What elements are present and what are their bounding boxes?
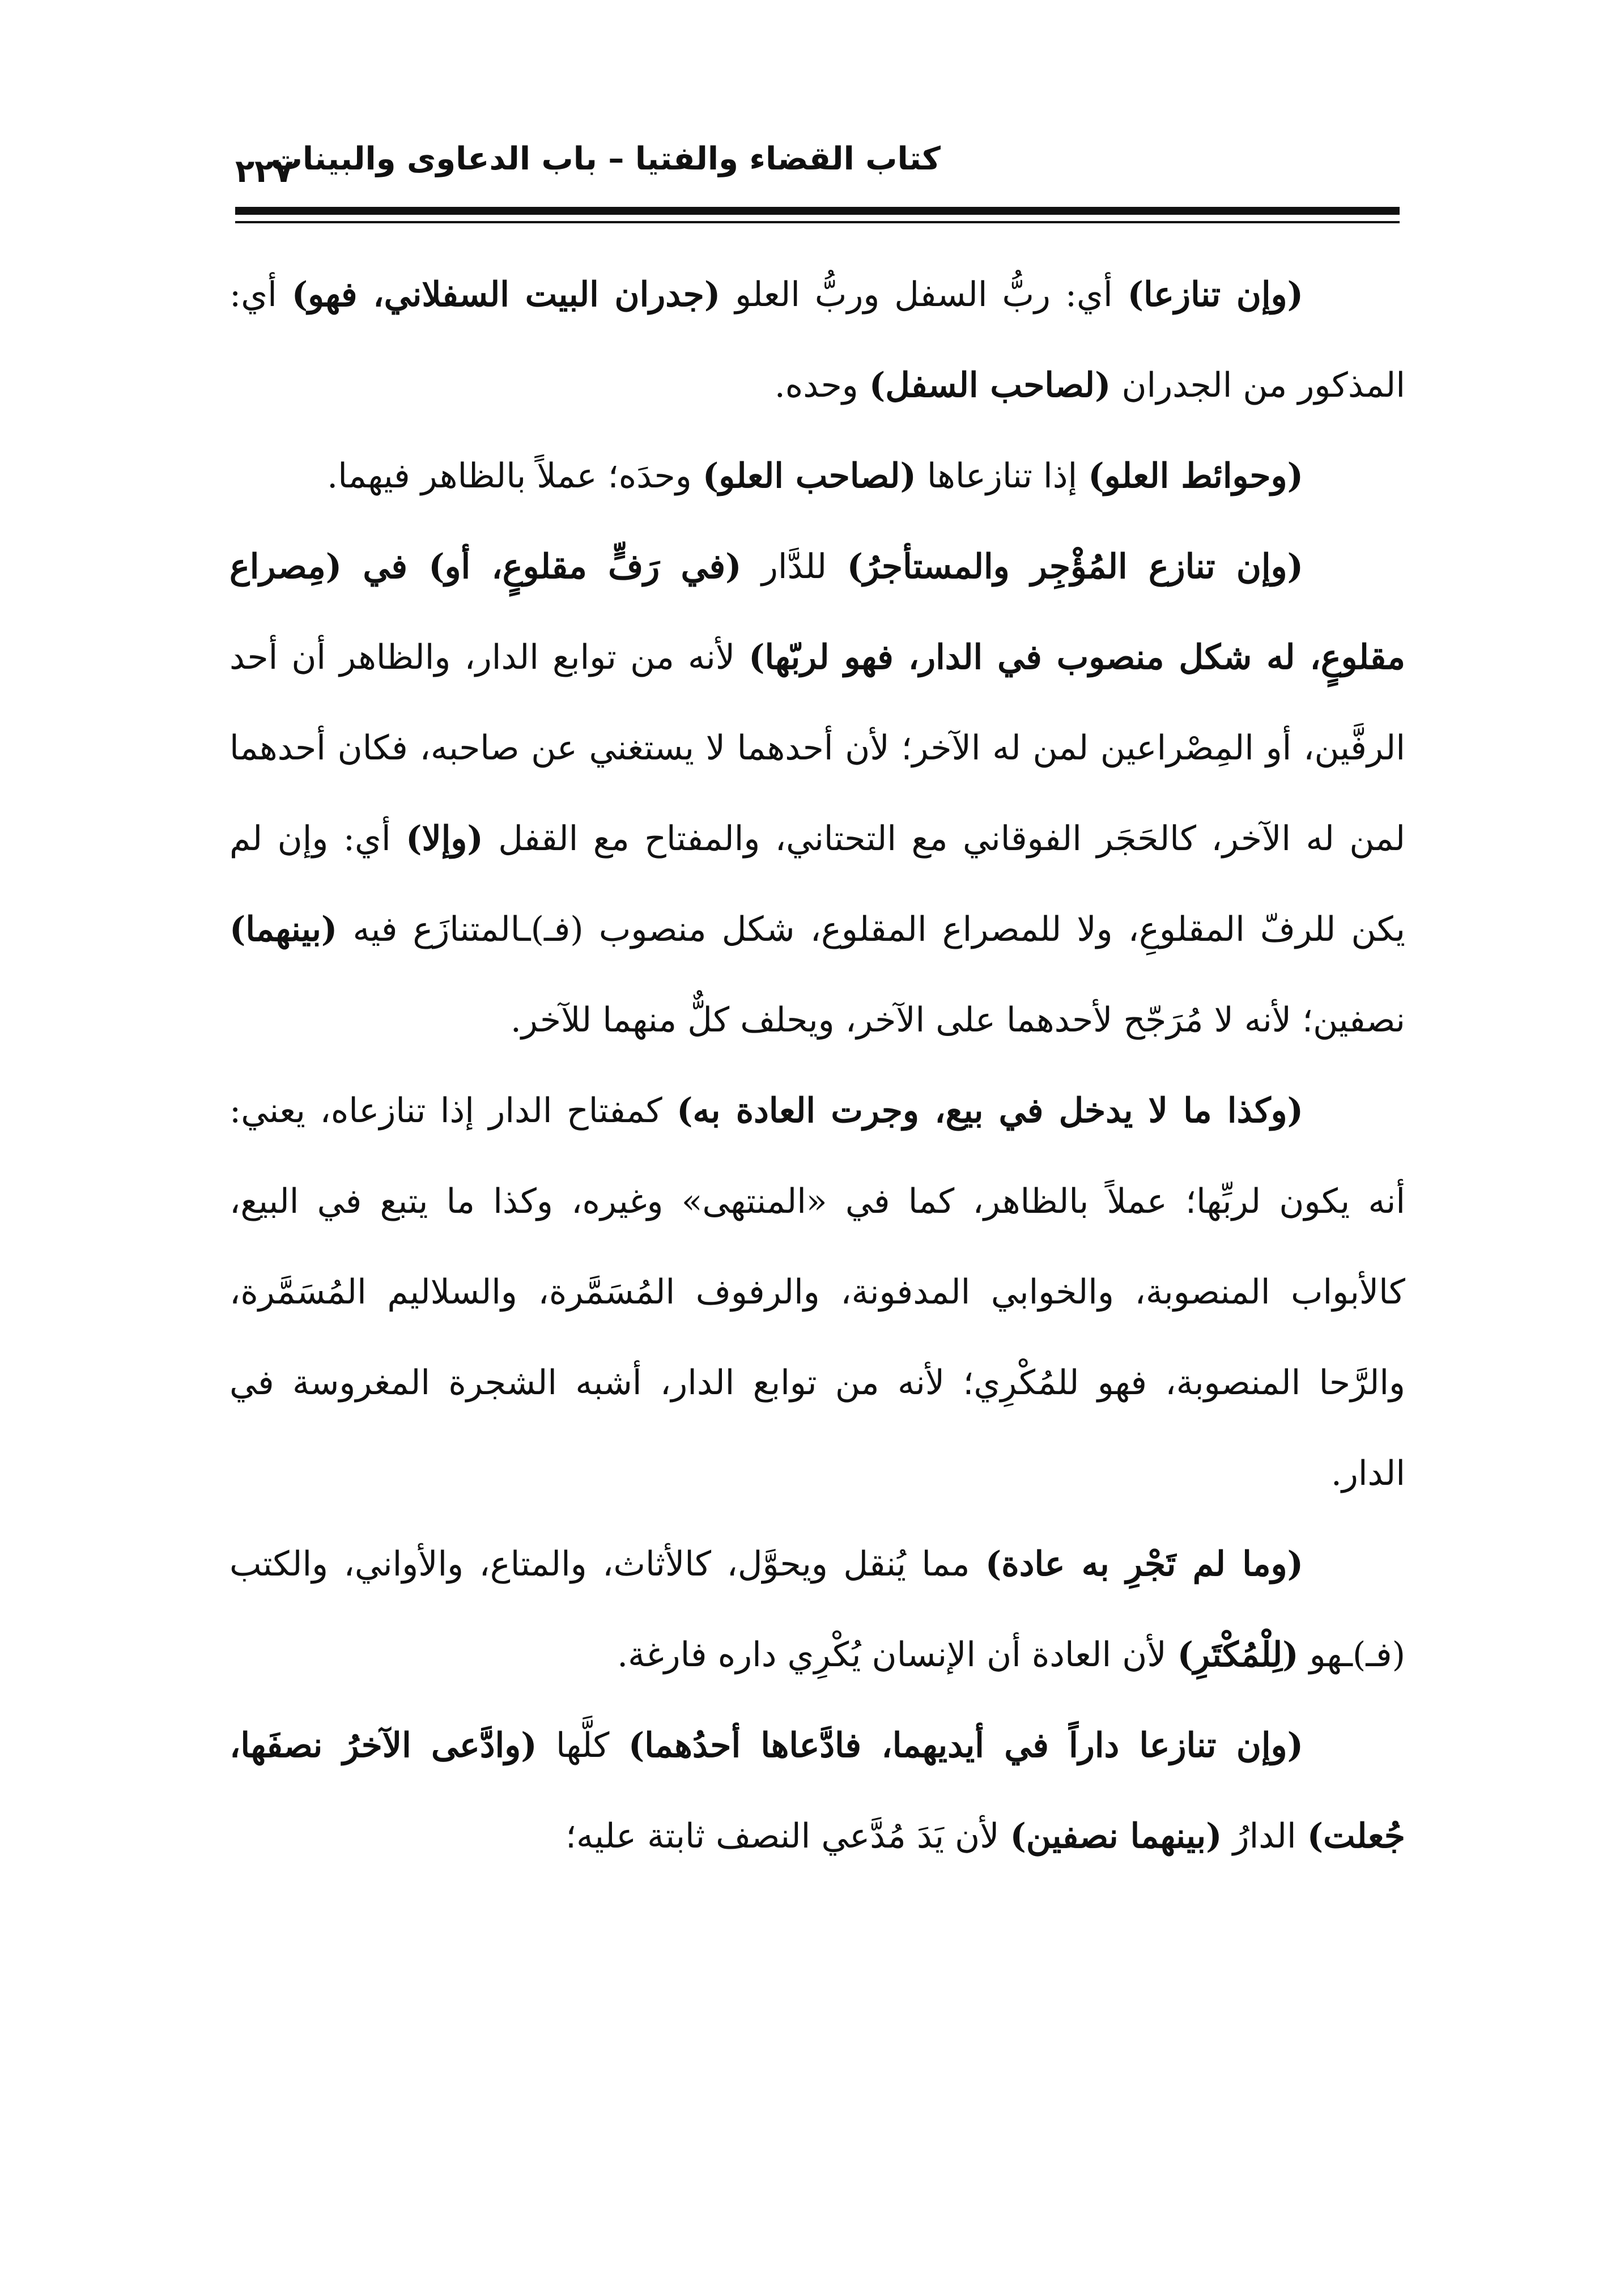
bold-text-span: (جدران البيت السفلاني، فهو) (291, 275, 721, 315)
bold-text-span: (وإن تنازع المُؤْجِر والمستأجرُ) (847, 547, 1304, 587)
bold-text-span: (وإن تنازعا داراً في أيديهما، فادَّعاها أحدُهما) (628, 1726, 1304, 1765)
text-span: للدَّار (741, 547, 847, 587)
text-span: وحده. (774, 366, 869, 405)
body-text (229, 249, 1405, 1882)
header-rule-thin (235, 221, 1400, 223)
paragraph (229, 1700, 1405, 1882)
text-span: كمفتاح الدار إذا تنازعاه، يعني: أنه يكون لربِّها؛ عملاً بالظاهر، كما في «المنتهى» وغيره، وكذا ما يتبع في البيع، كالأبواب المنصوبة، والخوابي المدفونة، والرفوف المُسَمَّرة، والسلاليم المُسَمَّرة، والرَّحا المنصوبة، فهو للمُكْرِي؛ لأنه من توابع الدار، أشبه الشجرة المغروسة في الدار. (229, 1091, 1405, 1493)
paragraph (229, 431, 1405, 521)
page-number: ٢٢٧ (235, 153, 294, 190)
text-span: لأن العادة أن الإنسان يُكْرِي داره فارغة. (617, 1635, 1177, 1675)
paragraph (229, 1065, 1405, 1519)
bold-text-span: (في رَفٍّ مقلوعٍ، أو) في (مِصراع مقلوعٍ، له شكل منصوب في الدار، فهو لربّها) (229, 547, 1406, 677)
paragraph (229, 1519, 1405, 1700)
text-span: إذا تنازعاها (916, 456, 1089, 496)
bold-text-span: (لصاحب العلو) (702, 456, 916, 496)
bold-text-span: (بينهما نصفين) (1010, 1816, 1222, 1856)
text-span: كلَّها (537, 1726, 628, 1765)
text-span: أي: المذكور من الجدران (229, 275, 1405, 405)
header-rule-thick (235, 207, 1400, 215)
text-span: نصفين؛ لأنه لا مُرَجّح لأحدهما على الآخر، ويحلف كلٌّ منهما للآخر. (510, 1000, 1405, 1040)
bold-text-span: (وكذا ما لا يدخل في بيع، وجرت العادة به) (677, 1091, 1303, 1131)
running-title: كتاب القضاء والفتيا – باب الدعاوى والبينات (270, 141, 941, 177)
text-span: الدارُ (1222, 1816, 1307, 1856)
paragraph (229, 521, 1405, 1065)
text-span: مما يُنقل ويحوَّل، كالأثاث، والمتاع، والأواني، والكتب (فـ)ـهو (229, 1544, 1405, 1675)
text-span: أي: ربُّ السفل وربُّ العلو (720, 275, 1128, 315)
bold-text-span: (بينهما) (229, 910, 338, 949)
bold-text-span: (وإلا) (406, 819, 483, 859)
bold-text-span: (وإن تنازعا) (1127, 275, 1304, 315)
bold-text-span: (وحوائط العلو) (1088, 456, 1303, 496)
bold-text-span: (لصاحب السفل) (869, 366, 1111, 405)
bold-text-span: (وما لم تَجْرِ به عادة) (985, 1544, 1303, 1584)
page-header (235, 133, 1400, 201)
text-span: لأنه من توابع الدار، والظاهر أن أحد الرفَّين، أو المِصْراعين لمن له الآخر؛ لأن أحدهما لا يستغني عن صاحبه، فكان أحدهما لمن له الآخر، كالحَجَر الفوقاني مع التحتاني، والمفتاح مع القفل (229, 638, 1405, 859)
text-span: أي: وإن لم يكن للرفّ المقلوعِ، ولا للمصراع المقلوع، شكل منصوب (فـ)ـالمتنازَع فيه (229, 819, 1405, 949)
paragraph (229, 249, 1405, 431)
text-span: وحدَه؛ عملاً بالظاهر فيهما. (327, 456, 703, 496)
text-span: لأن يَدَ مُدَّعي النصف ثابتة عليه؛ (565, 1816, 1010, 1856)
bold-text-span: (لِلْمُكْتَرِ) (1177, 1635, 1299, 1675)
bold-text-span: (وادَّعى الآخرُ نصفَها، جُعلت) (229, 1726, 1405, 1856)
